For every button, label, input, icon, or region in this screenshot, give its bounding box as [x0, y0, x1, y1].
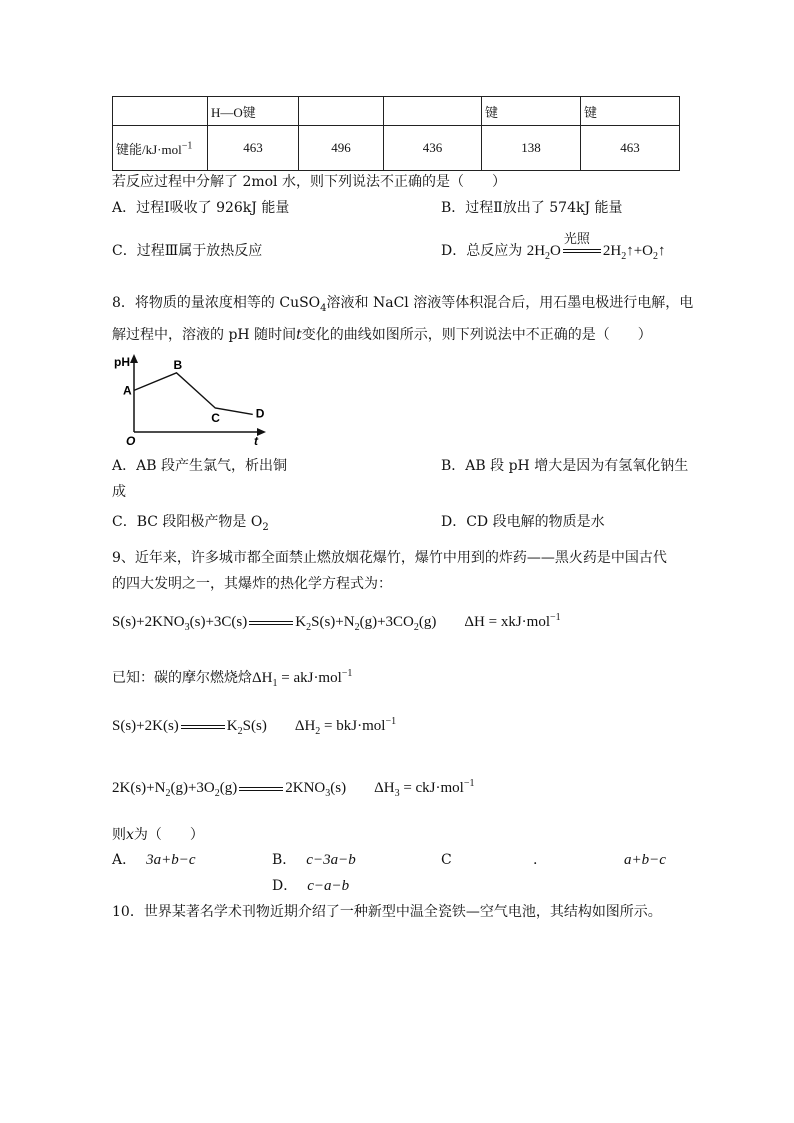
equation-main: $S(s)+2KNO_3(s)+3C(s)$ $K_2S(s)+N_2(g)+3CO_2(g) \Delta H = xkJ\cdot mol^{-1}$ [112, 612, 561, 633]
point-label-b: B [173, 357, 183, 372]
q7-stem: 若反应过程中分解了 2mol 水，则下列说法不正确的是（ ） [112, 174, 506, 190]
table-cell [299, 97, 384, 126]
table-cell [113, 97, 208, 126]
q8-line-2: 解过程中，溶液的 pH 随时间t变化的曲线如图所示，则下列说法中不正确的是（ ） [112, 327, 652, 343]
q8-option-b-continued: 成 [112, 484, 126, 500]
y-axis-label: pH [114, 355, 130, 369]
origin-label: O [126, 434, 136, 448]
table-header-row [113, 97, 680, 126]
q9-known-line: 已知：碳的摩尔燃烧焓$\Delta H_1 = akJ\cdot mol^{-1}$ [112, 668, 353, 689]
q9-line-2: 的四大发明之一，其爆炸的热化学方程式为： [112, 576, 392, 592]
q8-option-a: A．AB 段产生氯气，析出铜 [112, 458, 287, 474]
q8-option-d: D．CD 段电解的物质是水 [441, 514, 605, 530]
q7-option-c: C．过程Ⅲ属于放热反应 [112, 243, 263, 259]
reaction-condition: 光照 [563, 232, 590, 247]
table-cell [384, 97, 482, 126]
q9-option-a: A． 3a+b−c [112, 852, 196, 868]
ph-curve [134, 373, 253, 415]
table-cell: 键 [482, 97, 581, 126]
q7-option-d: D．总反应为 $2H_2O$ 光照 $2H_2↑+O_2↑$ [441, 232, 666, 262]
table-cell: H—O键 [208, 97, 299, 126]
table-cell: 496 [299, 126, 384, 171]
q10-line-1: 10．世界某著名学术刊物近期介绍了一种新型中温全瓷铁—空气电池，其结构如图所示。 [112, 904, 662, 920]
table-row [113, 126, 680, 171]
q8-option-b: B．AB 段 pH 增大是因为有氢氧化钠生 [441, 458, 689, 474]
q9-option-c-label: C [441, 852, 452, 868]
equation-3: $2K(s)+N_2(g)+3O_2(g)$ $2KNO_3(s) \Delta H_3 = ckJ\cdot mol^{-1}$ [112, 778, 475, 799]
q7-option-a: A．过程Ⅰ吸收了 926kJ 能量 [112, 200, 290, 216]
q9-line-1: 9、近年来，许多城市都全面禁止燃放烟花爆竹，爆竹中用到的炸药——黑火药是中国古代 [112, 550, 667, 566]
ph-time-chart [110, 352, 270, 448]
q9-ask: 则x为（ ） [112, 827, 204, 843]
table-cell: 436 [384, 126, 482, 171]
chart-axes [130, 354, 266, 436]
x-axis-label: t [254, 434, 258, 448]
q9-option-c: a+b−c [624, 852, 666, 868]
equation-2: S(s)+2K(s) $K_2S(s) \Delta H_2 = bkJ\cdot mol^{-1}$ [112, 716, 397, 737]
bond-energy-table [112, 96, 680, 171]
table-cell: 463 [208, 126, 299, 171]
point-label-d: D [255, 406, 265, 421]
q9-option-b: B． c−3a−b [272, 852, 356, 868]
table-cell: 键 [581, 97, 680, 126]
q7-option-b: B．过程Ⅱ放出了 574kJ 能量 [441, 200, 623, 216]
point-label-c: C [211, 411, 220, 425]
q8-option-c: C．BC 段阳极产物是 $O_2$ [112, 514, 269, 533]
q9-option-c-dot: . [533, 852, 538, 868]
q8-line-1: 8．将物质的量浓度相等的 CuSO$_4$溶液和 NaCl 溶液等体积混合后，用石墨电极进行电解，电 [112, 295, 694, 314]
point-label-a: A [123, 383, 132, 398]
q9-option-d: D． c−a−b [272, 878, 350, 894]
table-cell: 463 [581, 126, 680, 171]
table-row-label: 键能/kJ·mol$^{-1}$ [113, 126, 208, 171]
table-cell: 138 [482, 126, 581, 171]
